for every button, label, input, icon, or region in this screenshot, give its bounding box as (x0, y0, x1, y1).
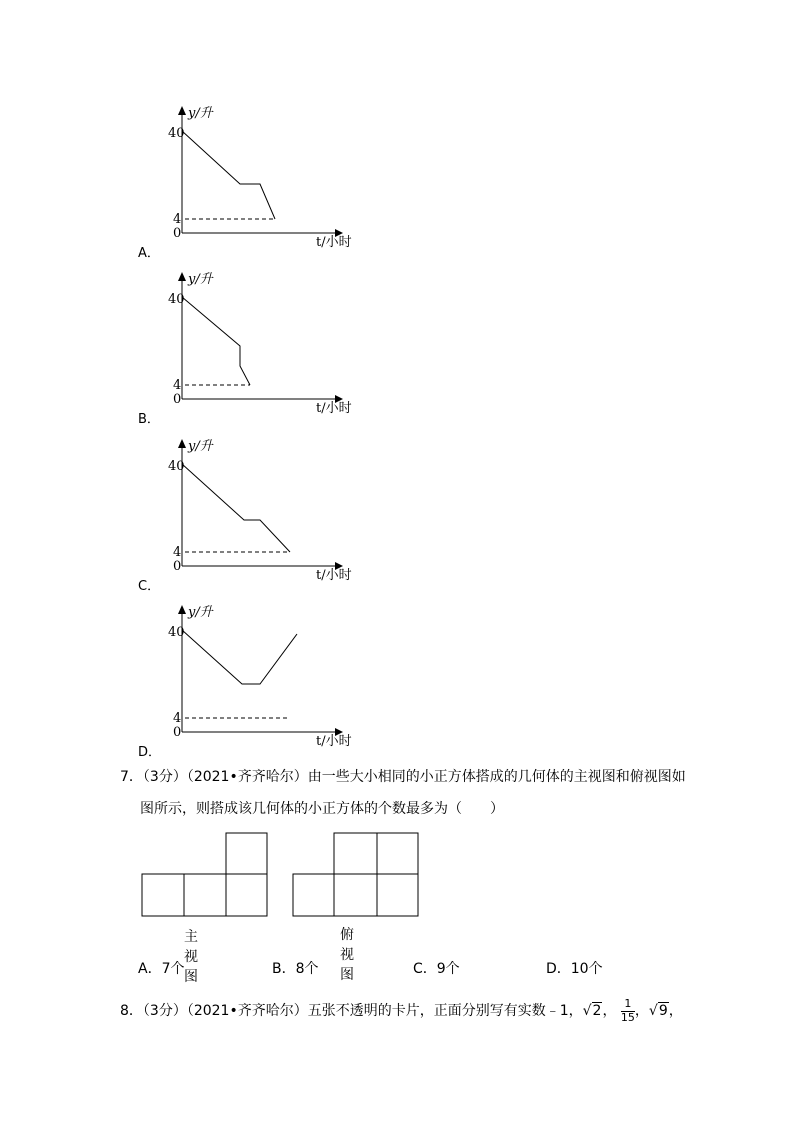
graph-b-xlabel: t/小时 (316, 401, 352, 416)
q8-sqrt9-radicand: 9 (658, 1003, 668, 1019)
graph-a-y4: 4 (173, 212, 182, 227)
front-view-caption: 主视图 (184, 929, 198, 985)
q8-sqrt9: √9 (648, 1003, 668, 1019)
graph-b-ylabel: y/升 (188, 272, 213, 287)
graph-b-y4: 4 (173, 378, 182, 393)
graph-a-xlabel: t/小时 (316, 235, 352, 250)
option-d-letter: D． (138, 745, 162, 760)
graph-c-xlabel: t/小时 (316, 568, 352, 583)
graph-option-a (130, 103, 390, 258)
q7-answer-c: C．9个 (413, 961, 460, 977)
q8-sep-2: ， (634, 1003, 649, 1019)
graph-d-y4: 4 (173, 711, 182, 726)
graph-a-origin: 0 (173, 226, 182, 241)
graph-d-xlabel: t/小时 (316, 734, 352, 749)
graph-c-y4: 4 (173, 545, 182, 560)
q8-sep-1: ， (602, 1003, 617, 1019)
question-7-line1: 7．（3分）（2021•齐齐哈尔）由一些大小相同的小正方体搭成的几何体的主视图和俯视图如 (120, 769, 686, 785)
graph-c-ylabel: y/升 (188, 439, 213, 454)
q7-answer-d: D．10个 (546, 961, 603, 977)
graph-option-c (130, 436, 390, 591)
graph-c-origin: 0 (173, 559, 182, 574)
graph-b-y40: 40 (168, 292, 185, 307)
graph-a-ylabel: y/升 (188, 106, 213, 121)
graph-option-b (130, 269, 390, 424)
option-c-letter: C． (138, 579, 161, 594)
q8-fraction (621, 998, 635, 1023)
graph-d-origin: 0 (173, 725, 182, 740)
graph-a-y40: 40 (168, 126, 185, 141)
top-view-caption: 俯视图 (340, 927, 354, 983)
q8-sqrt2: √2 (582, 1003, 602, 1019)
question-8-line1 (120, 997, 683, 1025)
graph-c-y40: 40 (168, 459, 185, 474)
question-7-line2: 图所示，则搭成该几何体的小正方体的个数最多为（ ） (140, 801, 504, 817)
graph-b-origin: 0 (173, 392, 182, 407)
q8-frac-denominator: 15 (620, 1010, 635, 1024)
q8-frac-numerator: 1 (621, 998, 635, 1011)
q8-sqrt2-radicand: 2 (592, 1003, 602, 1019)
q7-answer-b: B．8个 (272, 961, 319, 977)
q8-prefix: 8．（3分）（2021•齐齐哈尔）五张不透明的卡片，正面分别写有实数﹣1， (120, 1003, 583, 1019)
q7-answer-a: A．7个 (138, 961, 185, 977)
graph-option-d (130, 602, 390, 757)
option-b-letter: B． (138, 412, 160, 427)
q8-sep-3: ， (668, 1003, 683, 1019)
q7-views-svg (140, 830, 430, 925)
graph-d-y40: 40 (168, 625, 185, 640)
option-a-letter: A． (138, 246, 160, 261)
graph-d-ylabel: y/升 (188, 605, 213, 620)
